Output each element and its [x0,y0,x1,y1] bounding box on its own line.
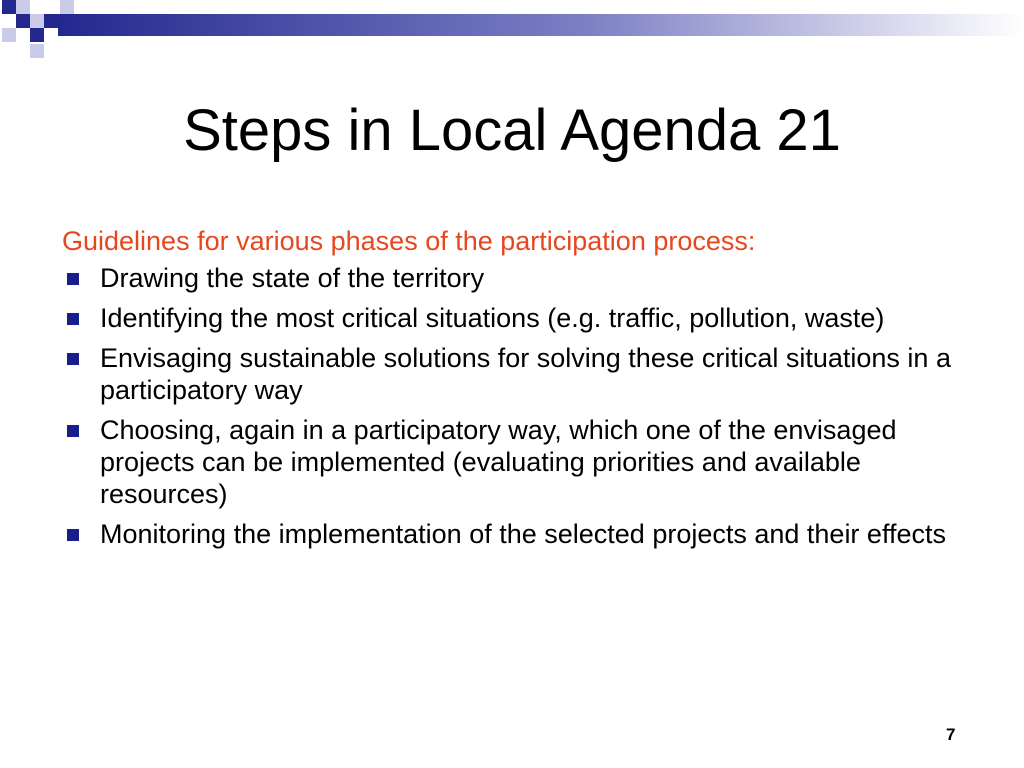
square-bullet-icon [67,313,79,325]
deco-square-7 [2,28,16,42]
bullet-text: Monitoring the implementation of the selected projects and their effects [100,519,946,549]
intro-text: Guidelines for various phases of the participation process: [62,226,756,256]
deco-square-5 [30,14,44,28]
page-number: 7 [946,725,956,744]
square-bullet-icon [67,425,79,437]
bullet-text: Identifying the most critical situations (e.g. traffic, pollution, waste) [100,303,885,333]
deco-square-2 [16,0,30,14]
bullet-item [62,342,982,406]
bullet-item [62,414,982,510]
slide-content [62,224,982,558]
deco-square-8 [30,28,44,42]
bullet-list [62,262,982,550]
deco-square-1 [2,0,16,14]
bullet-text: Drawing the state of the territory [100,263,485,293]
slide-title: Steps in Local Agenda 21 [183,98,841,163]
header-gradient-bar [58,14,1024,36]
header-decoration [0,0,1024,70]
bullet-text: Envisaging sustainable solutions for solving these critical situations in a participatory way [100,343,951,405]
bullet-item [62,302,982,334]
deco-square-4 [16,14,30,28]
square-bullet-icon [67,353,79,365]
square-bullet-icon [67,273,79,285]
bullet-item [62,262,982,294]
deco-square-6 [44,14,58,28]
deco-square-9 [30,44,44,58]
bullet-item [62,518,982,550]
square-bullet-icon [67,529,79,541]
deco-square-3 [60,0,74,14]
bullet-text: Choosing, again in a participatory way, which one of the envisaged projects can be implemented (evaluating priorities and available resources) [100,415,897,509]
